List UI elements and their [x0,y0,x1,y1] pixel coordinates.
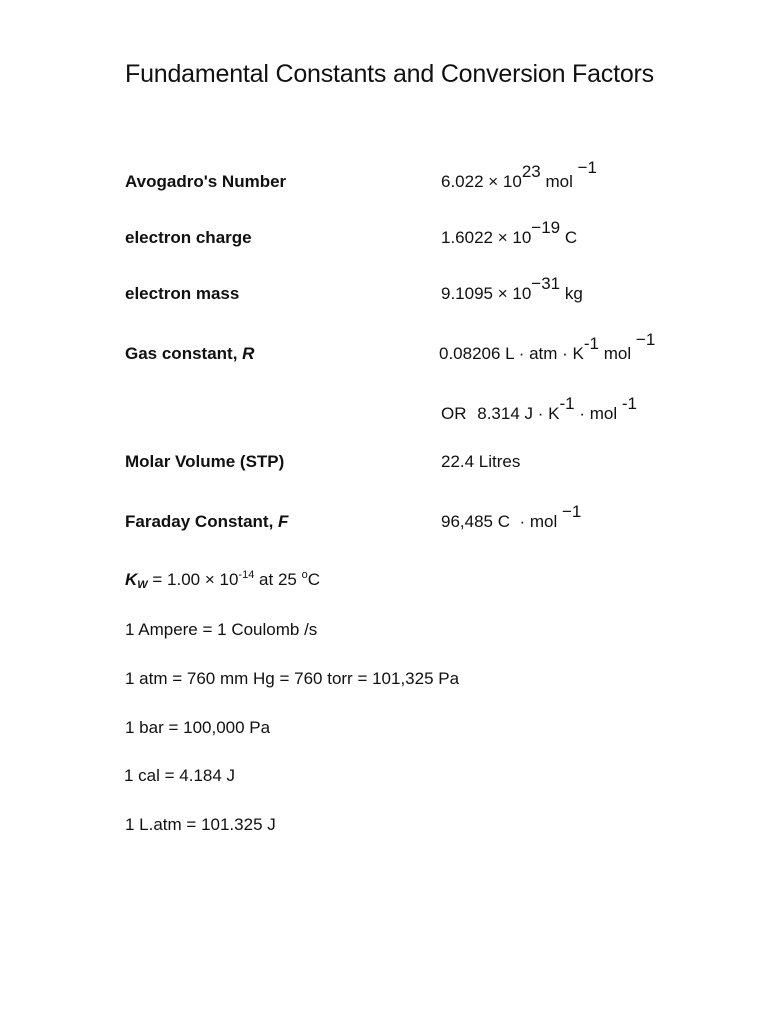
faraday-symbol: F [278,512,289,531]
gas-constant-value-2 [441,394,637,424]
kw-degree: o [301,569,308,581]
gas-constant-value-1-b: mol [603,344,632,363]
avogadro-label: Avogadro's Number [125,172,287,191]
avogadro-value [441,158,598,192]
faraday-label [125,512,288,532]
electron-mass-label: electron mass [125,284,240,303]
kw-text-2: at 25 [254,570,302,589]
kw-text-1: = 1.00 × 10 [147,570,239,589]
gas-constant-value-1-exp1: -1 [583,334,600,353]
gas-constant-symbol: R [242,344,255,363]
electron-mass-unit: kg [564,284,583,303]
gas-constant-value-2-a: 8.314 J · K [477,404,560,423]
electron-charge-label: electron charge [125,228,252,247]
electron-mass-value [441,274,583,304]
gas-constant-value-1-exp2: −1 [635,330,656,349]
gas-constant-value-1 [439,330,656,364]
molar-volume-value: 22.4 Litres [441,452,521,471]
electron-mass-mantissa: 9.1095 × 10 [441,284,532,303]
kw-exponent: -14 [238,569,255,581]
faraday-value [441,502,582,532]
faraday-unit-exponent: −1 [561,502,582,521]
gas-constant-or: OR [441,404,467,423]
page-title: Fundamental Constants and Conversion Factors [125,60,654,88]
avogadro-unit-exponent: −1 [577,158,598,177]
kw-text-3: C [307,570,320,589]
conversion-ampere: 1 Ampere = 1 Coulomb /s [125,620,318,639]
conversion-cal: 1 cal = 4.184 J [124,766,236,785]
conversion-atm: 1 atm = 760 mm Hg = 760 torr = 101,325 Pa [125,669,460,688]
electron-charge-mantissa: 1.6022 × 10 [441,228,532,247]
gas-constant-value-2-exp1: -1 [559,394,575,413]
molar-volume-label: Molar Volume (STP) [125,452,285,471]
electron-charge-unit: C [564,228,578,247]
kw-symbol: K [125,570,138,589]
gas-constant-label-text: Gas constant, [125,344,243,363]
gas-constant-value-2-exp2: -1 [621,394,637,413]
conversion-latm: 1 L.atm = 101.325 J [125,815,276,834]
avogadro-unit: mol [545,172,573,191]
avogadro-mantissa: 6.022 × 10 [441,172,522,191]
kw-subscript: W [137,579,148,591]
gas-constant-value-1-a: 0.08206 L · atm · K [439,344,584,363]
conversion-bar: 1 bar = 100,000 Pa [125,718,271,737]
avogadro-exponent: 23 [521,162,541,181]
faraday-value-text: 96,485 C · mol [441,512,558,531]
kw-line [125,570,320,590]
gas-constant-label [125,344,254,364]
faraday-label-text: Faraday Constant, [125,512,279,531]
electron-mass-exponent: −31 [531,274,561,293]
gas-constant-value-2-b: · mol [579,404,618,423]
electron-charge-value [441,218,578,248]
electron-charge-exponent: −19 [531,218,561,237]
